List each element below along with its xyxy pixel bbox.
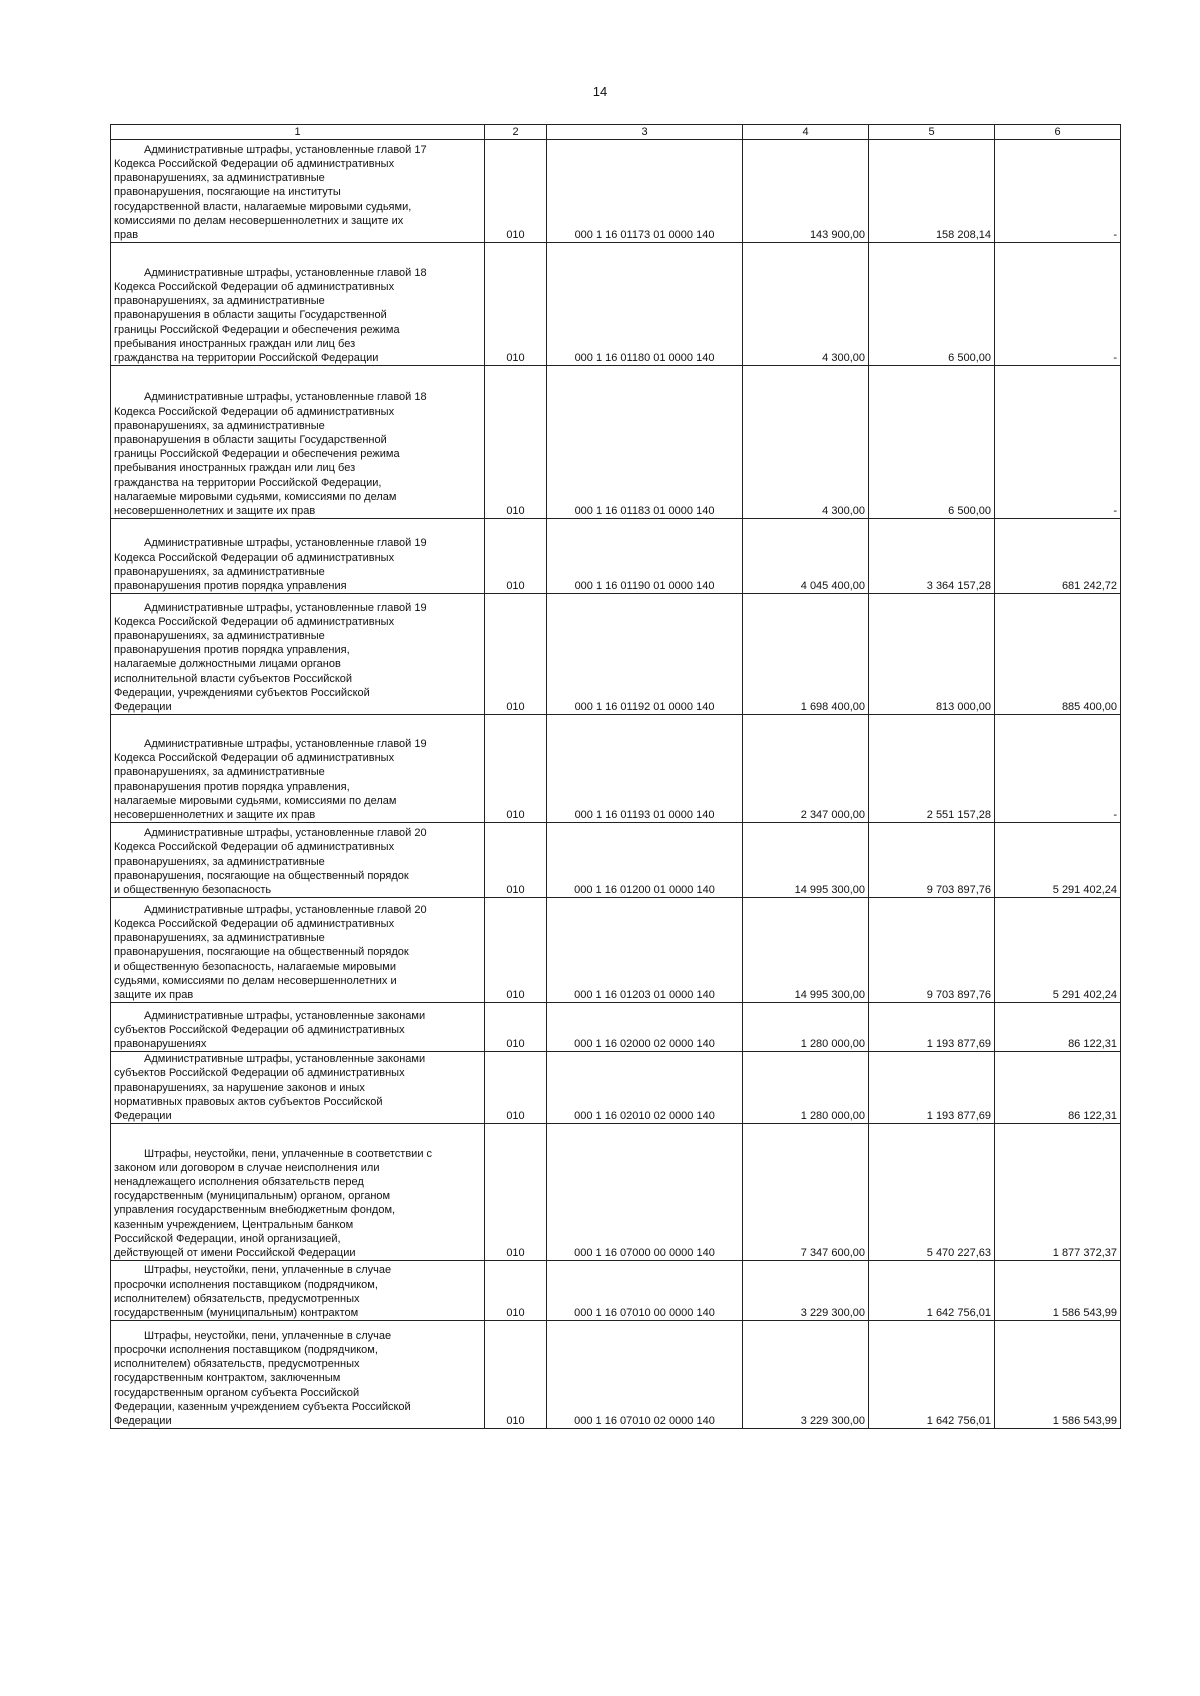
row-approved-amount: 1 280 000,00 xyxy=(743,1052,869,1124)
row-line-code: 010 xyxy=(485,1321,547,1429)
table-row xyxy=(111,140,1121,243)
row-executed-amount: 2 551 157,28 xyxy=(869,715,995,823)
row-approved-amount: 4 300,00 xyxy=(743,243,869,366)
column-number: 4 xyxy=(743,125,869,140)
row-approved-amount: 3 229 300,00 xyxy=(743,1321,869,1429)
row-unexecuted-amount: 5 291 402,24 xyxy=(995,823,1121,898)
row-line-code: 010 xyxy=(485,898,547,1003)
row-budget-code: 000 1 16 01183 01 0000 140 xyxy=(547,366,743,519)
row-line-code: 010 xyxy=(485,366,547,519)
row-description-text: Административные штрафы, установленные законами субъектов Российской Федерации об административных правонарушениях xyxy=(114,1009,426,1050)
table-row xyxy=(111,243,1121,366)
row-executed-amount: 3 364 157,28 xyxy=(869,519,995,594)
table-row xyxy=(111,1321,1121,1429)
row-description-text: Административные штрафы, установленные главой 20 Кодекса Российской Федерации об административных правонарушениях, за административные правонарушения, посягающие на общественный порядок и общественную безопасность xyxy=(114,827,427,896)
row-unexecuted-amount: - xyxy=(995,140,1121,243)
row-description xyxy=(111,140,485,243)
row-line-code: 010 xyxy=(485,1261,547,1321)
row-budget-code: 000 1 16 01193 01 0000 140 xyxy=(547,715,743,823)
row-executed-amount: 1 642 756,01 xyxy=(869,1321,995,1429)
row-description xyxy=(111,898,485,1003)
page-number: 14 xyxy=(592,84,608,99)
row-budget-code: 000 1 16 02010 02 0000 140 xyxy=(547,1052,743,1124)
column-number: 2 xyxy=(485,125,547,140)
row-executed-amount: 9 703 897,76 xyxy=(869,898,995,1003)
row-description xyxy=(111,1321,485,1429)
row-description-text: Штрафы, неустойки, пени, уплаченные в случае просрочки исполнения поставщиком (подрядчиком, исполнителем) обязательств, предусмотренных государственным контрактом, заключенным государственным органом субъекта Российской Федерации, казенным учреждением субъекта Российской Федерации xyxy=(114,1329,411,1428)
row-approved-amount: 4 300,00 xyxy=(743,366,869,519)
table-row xyxy=(111,715,1121,823)
row-budget-code: 000 1 16 01192 01 0000 140 xyxy=(547,594,743,715)
column-number: 5 xyxy=(869,125,995,140)
row-budget-code: 000 1 16 07010 00 0000 140 xyxy=(547,1261,743,1321)
row-executed-amount: 1 193 877,69 xyxy=(869,1003,995,1052)
row-approved-amount: 14 995 300,00 xyxy=(743,898,869,1003)
row-description xyxy=(111,1052,485,1124)
row-description-text: Административные штрафы, установленные главой 19 Кодекса Российской Федерации об административных правонарушениях, за административные правонарушения против порядка управления xyxy=(114,537,427,592)
table-row xyxy=(111,898,1121,1003)
row-budget-code: 000 1 16 01203 01 0000 140 xyxy=(547,898,743,1003)
table-row xyxy=(111,366,1121,519)
row-line-code: 010 xyxy=(485,715,547,823)
row-description-text: Административные штрафы, установленные главой 19 Кодекса Российской Федерации об административных правонарушениях, за административные правонарушения против порядка управления, налагаемые мировыми судьями, комиссиями по делам несовершеннолетних и защите их прав xyxy=(114,737,427,821)
row-unexecuted-amount: 681 242,72 xyxy=(995,519,1121,594)
row-approved-amount: 7 347 600,00 xyxy=(743,1124,869,1261)
row-approved-amount: 3 229 300,00 xyxy=(743,1261,869,1321)
row-description xyxy=(111,366,485,519)
row-description-text: Административные штрафы, установленные главой 17 Кодекса Российской Федерации об административных правонарушениях, за административные правонарушения, посягающие на институты государственной власти, налагаемые мировыми судьями, комиссиями по делам несовершеннолетних и защите их прав xyxy=(114,143,427,241)
row-description xyxy=(111,594,485,715)
table-row xyxy=(111,1003,1121,1052)
row-line-code: 010 xyxy=(485,1052,547,1124)
row-budget-code: 000 1 16 01200 01 0000 140 xyxy=(547,823,743,898)
row-unexecuted-amount: - xyxy=(995,243,1121,366)
row-executed-amount: 1 642 756,01 xyxy=(869,1261,995,1321)
row-line-code: 010 xyxy=(485,140,547,243)
row-approved-amount: 143 900,00 xyxy=(743,140,869,243)
table-row xyxy=(111,519,1121,594)
row-line-code: 010 xyxy=(485,1003,547,1052)
row-description xyxy=(111,243,485,366)
row-description xyxy=(111,1003,485,1052)
row-unexecuted-amount: 1 877 372,37 xyxy=(995,1124,1121,1261)
table-row xyxy=(111,594,1121,715)
row-unexecuted-amount: 1 586 543,99 xyxy=(995,1321,1121,1429)
row-line-code: 010 xyxy=(485,1124,547,1261)
row-executed-amount: 5 470 227,63 xyxy=(869,1124,995,1261)
table-row xyxy=(111,1124,1121,1261)
row-line-code: 010 xyxy=(485,594,547,715)
column-number: 1 xyxy=(111,125,485,140)
row-line-code: 010 xyxy=(485,823,547,898)
row-approved-amount: 14 995 300,00 xyxy=(743,823,869,898)
row-approved-amount: 1 698 400,00 xyxy=(743,594,869,715)
row-unexecuted-amount: 5 291 402,24 xyxy=(995,898,1121,1003)
row-approved-amount: 4 045 400,00 xyxy=(743,519,869,594)
row-unexecuted-amount: 86 122,31 xyxy=(995,1003,1121,1052)
column-number: 6 xyxy=(995,125,1121,140)
row-unexecuted-amount: 1 586 543,99 xyxy=(995,1261,1121,1321)
row-executed-amount: 1 193 877,69 xyxy=(869,1052,995,1124)
row-description-text: Административные штрафы, установленные главой 18 Кодекса Российской Федерации об административных правонарушениях, за административные правонарушения в области защиты Государственной границы Российской Федерации и обеспечения режима пребывания иностранных граждан или лиц без гражданства на территории Российской Федерации xyxy=(114,266,427,364)
row-budget-code: 000 1 16 01180 01 0000 140 xyxy=(547,243,743,366)
row-description xyxy=(111,1261,485,1321)
row-description-text: Административные штрафы, установленные главой 18 Кодекса Российской Федерации об административных правонарушениях, за административные правонарушения в области защиты Государственной границы Российской Федерации и обеспечения режима пребывания иностранных граждан или лиц без гражданства на территории Российской Федерации, налагаемые мировыми судьями, комиссиями по делам несовершеннолетних и защите их прав xyxy=(114,391,427,517)
row-description xyxy=(111,1124,485,1261)
row-budget-code: 000 1 16 01190 01 0000 140 xyxy=(547,519,743,594)
table-row xyxy=(111,823,1121,898)
row-unexecuted-amount: - xyxy=(995,715,1121,823)
row-executed-amount: 9 703 897,76 xyxy=(869,823,995,898)
row-executed-amount: 813 000,00 xyxy=(869,594,995,715)
column-number-row xyxy=(111,125,1121,140)
row-approved-amount: 1 280 000,00 xyxy=(743,1003,869,1052)
row-description-text: Административные штрафы, установленные главой 20 Кодекса Российской Федерации об административных правонарушениях, за административные правонарушения, посягающие на общественный порядок и общественную безопасность, налагаемые мировыми судьями, комиссиями по делам несовершеннолетних и защите их прав xyxy=(114,903,427,1001)
row-approved-amount: 2 347 000,00 xyxy=(743,715,869,823)
row-executed-amount: 6 500,00 xyxy=(869,243,995,366)
row-description xyxy=(111,823,485,898)
row-description-text: Штрафы, неустойки, пени, уплаченные в случае просрочки исполнения поставщиком (подрядчиком, исполнителем) обязательств, предусмотренных государственным (муниципальным) контрактом xyxy=(114,1264,392,1320)
table-row xyxy=(111,1052,1121,1124)
row-unexecuted-amount: 86 122,31 xyxy=(995,1052,1121,1124)
revenue-table xyxy=(110,124,1121,1429)
row-budget-code: 000 1 16 01173 01 0000 140 xyxy=(547,140,743,243)
column-number: 3 xyxy=(547,125,743,140)
row-unexecuted-amount: 885 400,00 xyxy=(995,594,1121,715)
row-description-text: Административные штрафы, установленные главой 19 Кодекса Российской Федерации об административных правонарушениях, за административные правонарушения против порядка управления, налагаемые должностными лицами органов исполнительной власти субъектов Российской Федерации, учреждениями субъектов Российской Федерации xyxy=(114,601,427,713)
row-budget-code: 000 1 16 07010 02 0000 140 xyxy=(547,1321,743,1429)
row-description xyxy=(111,715,485,823)
row-executed-amount: 158 208,14 xyxy=(869,140,995,243)
row-executed-amount: 6 500,00 xyxy=(869,366,995,519)
row-description-text: Штрафы, неустойки, пени, уплаченные в соответствии с законом или договором в случае неисполнения или ненадлежащего исполнения обязательств перед государственным (муниципальным) органом, органом управления государственным внебюджетным фондом, казенным учреждением, Центральным банком Российской Федерации, иной организацией, действующей от имени Российской Федерации xyxy=(114,1147,433,1260)
row-budget-code: 000 1 16 02000 02 0000 140 xyxy=(547,1003,743,1052)
row-description-text: Административные штрафы, установленные законами субъектов Российской Федерации об административных правонарушениях, за нарушение законов и иных нормативных правовых актов субъектов Российской Федерации xyxy=(114,1053,426,1123)
row-line-code: 010 xyxy=(485,243,547,366)
row-unexecuted-amount: - xyxy=(995,366,1121,519)
row-budget-code: 000 1 16 07000 00 0000 140 xyxy=(547,1124,743,1261)
row-line-code: 010 xyxy=(485,519,547,594)
table-row xyxy=(111,1261,1121,1321)
row-description xyxy=(111,519,485,594)
